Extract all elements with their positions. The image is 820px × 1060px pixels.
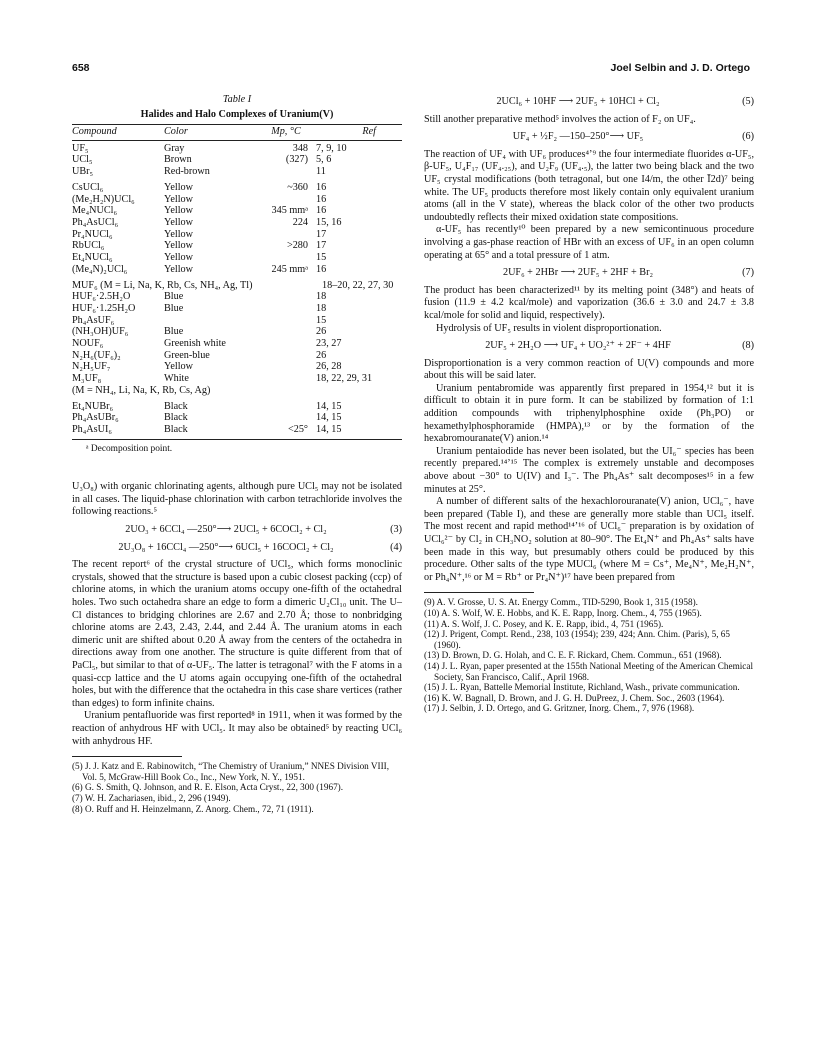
cell-ref: 18, 22, 29, 31 — [316, 373, 373, 385]
cell-compound: CsUCl₆ — [72, 181, 104, 193]
table-row — [72, 217, 402, 229]
table-group-chloro — [72, 182, 402, 276]
cell-compound: Et₄NUBr₆ — [72, 400, 114, 412]
table-row — [72, 240, 402, 252]
paragraph: Hydrolysis of UF₅ results in violent disproportionation. — [436, 322, 662, 334]
cell-ref: 18 — [316, 302, 327, 314]
cell-ref: 16 — [316, 263, 327, 275]
equation-number: (4) — [390, 541, 402, 553]
table-row — [72, 154, 402, 166]
table-row — [72, 252, 402, 264]
cell-ref: 14, 15 — [316, 400, 342, 412]
equation-text: 2UF₆ + 2HBr ⟶ 2UF₅ + 2HF + Br₂ — [502, 267, 654, 279]
equation-text: UF₄ + ½F₂ —150–250°⟶ UF₅ — [512, 131, 644, 143]
equation-5 — [424, 96, 754, 109]
cell-ref: 26 — [316, 349, 327, 361]
cell-compound: (Me₄N)₂UCl₆ — [72, 263, 128, 275]
footnote: (14) J. L. Ryan, paper presented at the 155th National Meeting of the American Chemical Society, San Francisco, Calif., April 1968. — [424, 660, 754, 682]
footnote: (8) O. Ruff and H. Heinzelmann, Z. Anorg. Chem., 72, 71 (1911). — [72, 803, 314, 814]
equation-text: 2UO₃ + 6CCl₄ —250°⟶ 2UCl₅ + 6COCl₂ + Cl₂ — [125, 524, 327, 536]
footnote: (11) A. S. Wolf, J. C. Posey, and K. E. Rapp, ibid., 4, 751 (1965). — [424, 618, 664, 629]
table-row — [72, 143, 402, 155]
cell-color: Yellow — [164, 217, 193, 228]
running-head-authors: Joel Selbin and J. D. Ortego — [610, 62, 750, 74]
header-ref: Ref — [362, 126, 376, 138]
cell-ref: 7, 9, 10 — [316, 142, 347, 154]
equation-text: 2UF₅ + 2H₂O ⟶ UF₄ + UO₂²⁺ + 2F⁻ + 4HF — [485, 340, 671, 352]
cell-compound: Et₄NUCl₆ — [72, 252, 113, 264]
cell-mp: >280 — [286, 240, 308, 252]
footnote: (6) G. S. Smith, Q. Johnson, and R. E. Elson, Acta Cryst., 22, 300 (1967). — [72, 782, 344, 793]
cell-mp — [256, 401, 316, 413]
table-row — [72, 424, 402, 436]
cell-compound: Pr₄NUCl₆ — [72, 228, 113, 240]
cell-mp — [256, 373, 316, 385]
cell-compound: HUF₆·2.5H₂O — [72, 291, 131, 303]
cell-color: Yellow — [164, 263, 193, 275]
paragraph: The recent report⁶ of the crystal structure of UCl₅, which forms monoclinic crystals, showed that the structure is based upon a cubic closest packing (ccp) of chlorine atoms, in which the uranium atoms occupy one-fifth of the octahedral holes. Two such octahedra share an edge to form a dimeric U₂Cl₁₀ unit. The U–Cl distances to bridging chlorines are 2.67 and 2.70 Å; those to nonbridging chlorine atoms are 2.43, 2.43, 2.44, and 2.44 Å. The uranium atoms in each dimeric unit are shifted about 0.20 Å away from the centers of the octahedra in directions away from one another. The structure is quite different from that of PaCl₅, but similar to that of α-UF₅. The latter is tetragonal⁷ with the F atoms in a quasi-ccp lattice and the U atoms again occupying one-fifth of the octahedral holes, but with the difference that the octahedra in this case share vertices (rather than edges) to form infinite chains. — [72, 559, 402, 709]
equation-text: 2U₃O₈ + 16CCl₄ —250°⟶ 6UCl₅ + 16COCl₂ + Cl₂ — [118, 541, 334, 553]
footnote: (9) A. V. Grosse, U. S. At. Energy Comm., TID-5290, Book 1, 315 (1958). — [424, 597, 698, 608]
equation-3 — [72, 524, 402, 537]
equation-number: (6) — [742, 131, 754, 143]
cell-color: Black — [164, 412, 188, 424]
footnote: (10) A. S. Wolf, W. E. Hobbs, and K. E. Rapp, Inorg. Chem., 4, 755 (1965). — [424, 607, 702, 618]
right-column — [424, 94, 754, 714]
cell-ref: 15 — [316, 252, 327, 264]
cell-color: White — [164, 373, 189, 385]
table-row — [72, 361, 402, 373]
cell-mp: 224 — [292, 217, 308, 228]
cell-color: Yellow — [164, 228, 193, 240]
paragraph: U₃O₈) with organic chlorinating agents, although pure UCl₅ may not be isolated in all cases. The liquid-phase chlorination with carbon tetrachloride involves the following reactions.⁵ — [72, 481, 402, 518]
footnote: (7) W. H. Zachariasen, ibid., 2, 296 (1949). — [72, 792, 231, 803]
paragraph: A number of different salts of the hexachlorouranate(V) anion, UCl₆⁻, have been prepared (Table I), and these are generally more stable than UCl₅ itself. The most recent and rapid method¹⁴ʼ¹⁶ of UCl₆⁻ preparation is by oxidation of UCl₆²⁻ by Cl₂ in CH₃NO₂ solution at 80–90°. The Et₄N⁺ and Ph₄As⁺ salts have been made in this way, but presumably others could be produced by this procedure. Other salts of the type MUCl₆ (where M = Cs⁺, Me₄N⁺, Me₂H₂N⁺, or Ph₄N⁺,¹⁶ or M = Rb⁺ or Pr₄N⁺)¹⁷ have been prepared from — [424, 496, 754, 583]
paragraph: α-UF₅ has recently¹⁰ been prepared by a new semicontinuous procedure involving a gas-phase reaction of HBr with an excess of UF₆ in an open column operating at 65° and a total pressure of 1 atm. — [424, 224, 754, 261]
cell-color: Black — [164, 423, 188, 435]
cell-compound: UF₅ — [72, 142, 89, 154]
cell-color: Blue — [164, 326, 184, 338]
cell-ref: 17 — [316, 228, 327, 240]
footnote-rule — [72, 756, 182, 757]
cell-color — [164, 315, 256, 327]
cell-color: Brown — [164, 154, 192, 166]
cell-ref: 14, 15 — [316, 412, 342, 424]
paragraph: Still another preparative method⁵ involves the action of F₂ on UF₄. — [424, 113, 696, 125]
equation-text: 2UCl₆ + 10HF ⟶ 2UF₅ + 10HCl + Cl₂ — [496, 96, 660, 107]
table-row — [72, 303, 402, 315]
table-bottom-rule — [72, 439, 402, 440]
table-row — [72, 315, 402, 327]
cell-color: Green-blue — [164, 349, 210, 361]
cell-ref: 23, 27 — [316, 338, 342, 350]
paragraph: Disproportionation is a very common reaction of U(V) compounds and more about this will be said later. — [424, 357, 754, 382]
header-mp: Mp, °C — [271, 126, 301, 138]
header-color: Color — [164, 126, 188, 138]
table-row — [72, 264, 402, 276]
cell-compound: Ph₄AsUF₆ — [72, 314, 115, 326]
cell-mp — [256, 229, 316, 241]
cell-compound: HUF₆·1.25H₂O — [72, 302, 136, 314]
table-group-halides — [72, 143, 402, 178]
table-row — [72, 205, 402, 217]
paragraph: Uranium pentafluoride was first reported⁸ in 1911, when it was formed by the reaction of anhydrous HF with UCl₅. It may also be obtained⁵ by reacting UCl₆ with anhydrous HF. — [72, 710, 402, 747]
cell-ref: 14, 15 — [316, 423, 342, 435]
table-row — [72, 373, 402, 385]
cell-compound-note: (M = NH₄, Li, Na, K, Rb, Cs, Ag) — [72, 384, 211, 396]
equation-number: (5) — [742, 96, 754, 107]
cell-compound: N₂H₆(UF₆)₂ — [72, 349, 121, 361]
equation-number: (7) — [742, 267, 754, 279]
equation-4 — [72, 542, 402, 555]
table-title: Halides and Halo Complexes of Uranium(V) — [140, 108, 334, 120]
cell-ref: 26 — [316, 326, 327, 338]
cell-ref: 18–20, 22, 27, 30 — [322, 279, 394, 291]
table-footnote: ᵃ Decomposition point. — [86, 443, 173, 454]
cell-ref: 16 — [316, 181, 327, 193]
cell-compound: NOUF₆ — [72, 338, 104, 350]
cell-color: Greenish white — [164, 338, 226, 350]
cell-mp: 345 mmᵃ — [271, 205, 308, 217]
cell-compound: UCl₅ — [72, 154, 93, 166]
cell-ref: 11 — [316, 166, 326, 178]
equation-7 — [424, 267, 754, 280]
left-column — [72, 94, 402, 814]
equation-6 — [424, 131, 754, 144]
table-row — [72, 229, 402, 241]
footnote: (13) D. Brown, D. G. Holah, and C. E. F. Rickard, Chem. Commun., 651 (1968). — [424, 650, 722, 661]
cell-color: Yellow — [164, 361, 193, 373]
cell-mp — [256, 315, 316, 327]
table-header-row — [72, 125, 402, 141]
cell-mp: ~360 — [287, 181, 308, 193]
cell-compound: MUF₆ (M = Li, Na, K, Rb, Cs, NH₄, Ag, Tl) — [72, 279, 253, 291]
cell-compound: M₃UF₈ — [72, 373, 102, 385]
cell-color: Black — [164, 400, 188, 412]
cell-mp — [256, 194, 316, 206]
cell-mp — [256, 412, 316, 424]
footnote: (17) J. Selbin, J. D. Ortego, and G. Gritzner, Inorg. Chem., 7, 976 (1968). — [424, 703, 695, 714]
cell-compound: N₂H₅UF₇ — [72, 361, 111, 373]
table-row — [72, 412, 402, 424]
paragraph: The reaction of UF₄ with UF₆ produces⁴ʼ⁹ the four intermediate fluorides α-UF₅, β-UF₅, U₄F₁₇ (UF₄.₂₅), and U₂F₉ (UF₄.₅), the latter two being black and the two UF₅ crystal modifications (both tetragonal, but one I4/m, the other Ī2d)⁷ being white. The UF₅ products therefore most likely contain only equivalent uranium atoms (all in the V state), whereas the black color of the other two products undoubtedly reflects their mixed oxidation state compositions. — [424, 148, 754, 223]
cell-compound: Ph₄AsUI₆ — [72, 423, 112, 435]
cell-color: Gray — [164, 142, 185, 154]
equation-8 — [424, 340, 754, 353]
footnote: (15) J. L. Ryan, Battelle Memorial Institute, Richland, Wash., private communication. — [424, 682, 740, 693]
cell-compound: RbUCl₆ — [72, 240, 105, 252]
table-row — [72, 280, 402, 292]
header-compound: Compound — [72, 126, 117, 138]
table-row — [72, 326, 402, 338]
cell-color: Yellow — [164, 240, 193, 252]
cell-compound: Me₄NUCl₆ — [72, 205, 118, 217]
cell-mp: 348 — [292, 142, 308, 154]
table-caption: Table I — [222, 94, 252, 105]
footnote: (5) J. J. Katz and E. Rabinowitch, “The Chemistry of Uranium,” NNES Division VIII, Vol. 5, McGraw-Hill Book Co., Inc., New York, N. Y., 1951. — [72, 761, 389, 782]
cell-ref: 17 — [316, 240, 327, 252]
paragraph: Uranium pentabromide was apparently first prepared in 1954,¹² but it is difficult to obtain it in pure form. It can be stabilized by formation of 1:1 addition compounds with triphenylphosphine oxide (Ph₃PO) or hexamethylphosphoramide (HMPA),¹³ or by the formation of the hexabromouranate(V) anion.¹⁴ — [424, 382, 754, 445]
cell-compound: Ph₄AsUCl₆ — [72, 217, 119, 228]
table-row — [72, 182, 402, 194]
cell-color: Yellow — [164, 252, 193, 264]
cell-ref: 16 — [316, 193, 327, 205]
cell-compound: (Me₂H₂N)UCl₆ — [72, 193, 135, 205]
cell-mp — [256, 350, 316, 362]
table-row — [72, 385, 402, 397]
equation-number: (8) — [742, 340, 754, 352]
footnote: (16) K. W. Bagnall, D. Brown, and J. G. H. DuPreez, J. Chem. Soc., 2603 (1964). — [424, 692, 725, 703]
cell-mp — [256, 361, 316, 373]
table-group-fluoro — [72, 280, 402, 397]
cell-mp — [256, 252, 316, 264]
table-row — [72, 194, 402, 206]
table-row — [72, 291, 402, 303]
table-group-bromo-iodo — [72, 401, 402, 436]
paragraph: The product has been characterized¹¹ by its melting point (348°) and heats of fusion (11.9 ± 4.2 kcal/mole) and vaporization (36.6 ± 3.0 and 24.7 ± 3.8 kcal/mole for solid and liquid, respectively). — [424, 284, 754, 321]
footnote: (12) J. Prigent, Compt. Rend., 238, 103 (1954); 239, 424; Ann. Chim. (Paris), 5, 65 (1960). — [424, 629, 730, 650]
page-number: 658 — [72, 62, 90, 74]
footnote-rule — [424, 592, 534, 593]
cell-color: Yellow — [164, 193, 193, 205]
cell-compound: Ph₄AsUBr₆ — [72, 412, 119, 424]
cell-mp: <25° — [287, 423, 308, 435]
cell-ref: 15, 16 — [316, 217, 342, 228]
cell-color: Blue — [164, 291, 184, 303]
cell-mp — [256, 166, 316, 178]
cell-mp — [256, 326, 316, 338]
equation-number: (3) — [390, 524, 402, 536]
paragraph: Uranium pentaiodide has never been isolated, but the UI₆⁻ species has been recently prepared.¹⁴ʼ¹⁵ The complex is extremely unstable and decomposes above about −30° to U(IV) and I₃⁻. The Ph₄As⁺ salt decomposes¹⁵ in a few minutes at 25°. — [424, 445, 754, 495]
cell-color: Blue — [164, 302, 184, 314]
table-1 — [72, 94, 402, 455]
cell-ref: 16 — [316, 205, 327, 217]
cell-color: Yellow — [164, 181, 193, 193]
table-row — [72, 166, 402, 178]
cell-compound: (NH₃OH)UF₆ — [72, 326, 129, 338]
cell-ref: 5, 6 — [316, 154, 332, 166]
table-row — [72, 350, 402, 362]
cell-ref: 15 — [316, 314, 327, 326]
cell-compound: UBr₅ — [72, 166, 94, 178]
cell-mp: (327) — [285, 154, 308, 166]
cell-mp — [256, 291, 316, 303]
cell-ref: 26, 28 — [316, 361, 342, 373]
cell-mp: 245 mmᵃ — [271, 263, 308, 275]
table-row — [72, 401, 402, 413]
table-row — [72, 338, 402, 350]
cell-color: Red-brown — [164, 166, 210, 178]
cell-mp — [256, 303, 316, 315]
cell-ref: 18 — [316, 291, 327, 303]
cell-mp — [256, 338, 316, 350]
cell-color: Yellow — [164, 205, 193, 217]
